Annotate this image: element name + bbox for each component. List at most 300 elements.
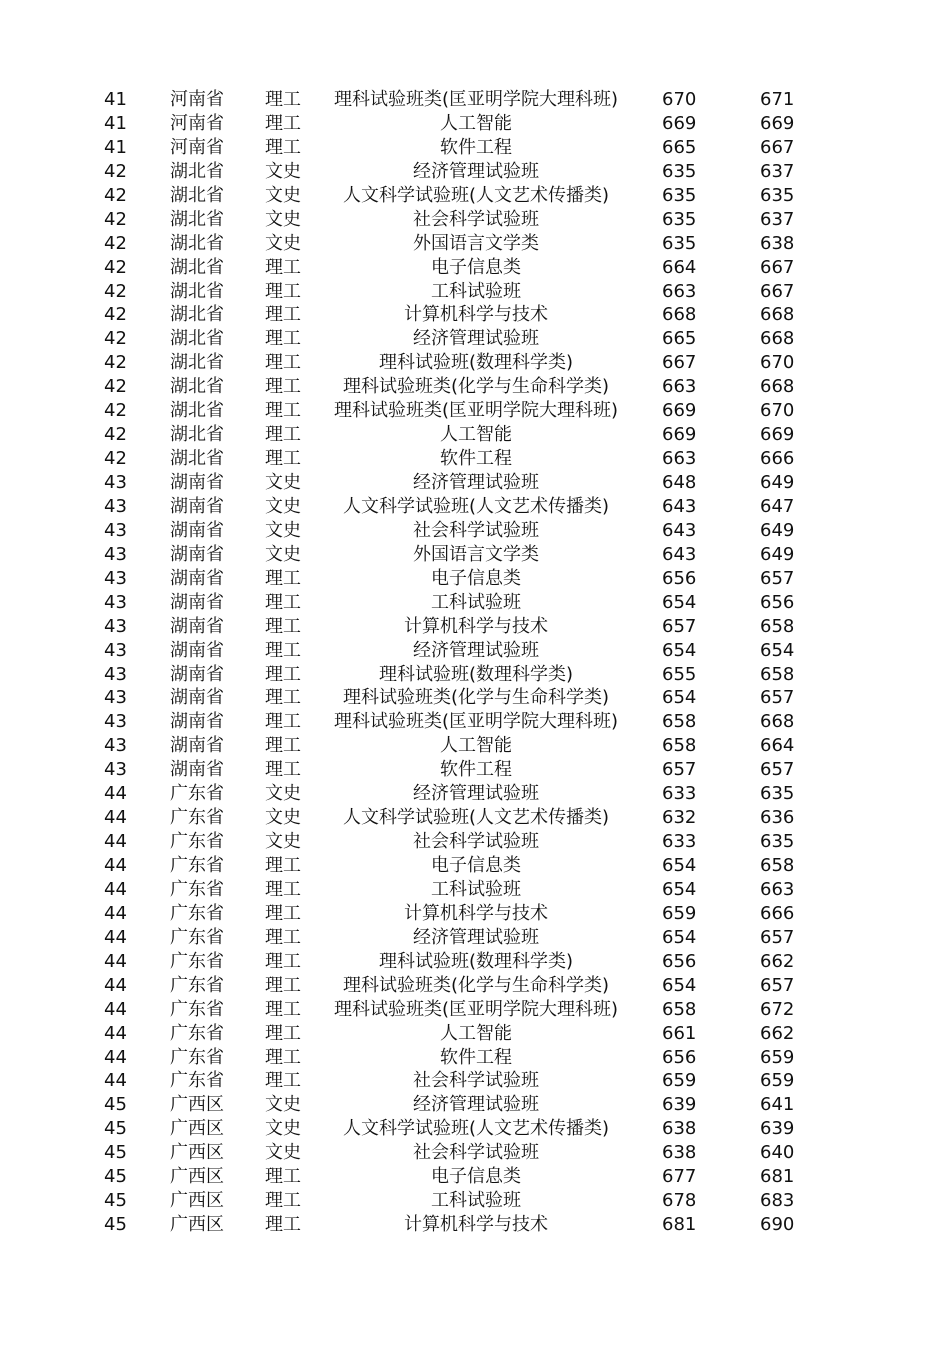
table-row	[0, 280, 950, 304]
min-score-cell: 663	[662, 448, 697, 470]
province-code-cell: 45	[104, 1094, 127, 1116]
major-cell: 工科试验班	[431, 878, 521, 900]
province-cell: 湖北省	[170, 400, 224, 422]
province-cell: 湖南省	[170, 711, 224, 733]
major-cell: 计算机科学与技术	[404, 304, 548, 326]
min-score-cell: 654	[662, 926, 697, 948]
min-score-cell: 669	[662, 112, 697, 134]
table-row	[0, 447, 950, 471]
min-score-cell: 654	[662, 591, 697, 613]
province-code-cell: 43	[104, 687, 127, 709]
max-score-cell: 637	[760, 160, 795, 182]
table-row	[0, 160, 950, 184]
subject-type-cell: 理工	[265, 711, 301, 733]
province-code-cell: 42	[104, 160, 127, 182]
subject-type-cell: 理工	[265, 424, 301, 446]
province-code-cell: 44	[104, 1070, 127, 1092]
subject-type-cell: 理工	[265, 89, 301, 110]
min-score-cell: 638	[662, 1118, 697, 1140]
province-code-cell: 44	[104, 807, 127, 829]
subject-type-cell: 文史	[265, 472, 301, 493]
table-row	[0, 112, 950, 136]
min-score-cell: 664	[662, 256, 697, 278]
min-score-cell: 665	[662, 328, 697, 350]
table-row	[0, 327, 950, 351]
subject-type-cell: 理工	[265, 974, 301, 996]
max-score-cell: 635	[760, 783, 795, 805]
province-cell: 湖北省	[170, 160, 224, 182]
min-score-cell: 648	[662, 472, 697, 493]
subject-type-cell: 理工	[265, 735, 301, 757]
province-cell: 广西区	[170, 1214, 224, 1236]
max-score-cell: 636	[760, 807, 795, 829]
province-cell: 湖南省	[170, 663, 224, 685]
subject-type-cell: 理工	[265, 304, 301, 326]
max-score-cell: 654	[760, 639, 795, 661]
province-code-cell: 43	[104, 567, 127, 589]
major-cell: 理科试验班类(匡亚明学院大理科班)	[333, 711, 619, 733]
province-code-cell: 43	[104, 519, 127, 541]
subject-type-cell: 理工	[265, 950, 301, 972]
subject-type-cell: 理工	[265, 136, 301, 158]
subject-type-cell: 文史	[265, 1142, 301, 1164]
major-cell: 理科试验班(数理科学类)	[378, 352, 574, 374]
province-code-cell: 45	[104, 1166, 127, 1188]
table-row	[0, 351, 950, 375]
max-score-cell: 668	[760, 304, 795, 326]
province-cell: 广东省	[170, 926, 224, 948]
table-row	[0, 423, 950, 447]
province-code-cell: 43	[104, 711, 127, 733]
max-score-cell: 641	[760, 1094, 795, 1116]
subject-type-cell: 理工	[265, 663, 301, 685]
subject-type-cell: 理工	[265, 855, 301, 876]
max-score-cell: 635	[760, 184, 795, 206]
min-score-cell: 668	[662, 304, 697, 326]
major-cell: 工科试验班	[431, 280, 521, 302]
province-cell: 湖南省	[170, 543, 224, 565]
province-code-cell: 44	[104, 1022, 127, 1044]
min-score-cell: 633	[662, 783, 697, 805]
subject-type-cell: 文史	[265, 1094, 301, 1116]
province-cell: 广西区	[170, 1118, 224, 1140]
major-cell: 经济管理试验班	[413, 160, 539, 182]
max-score-cell: 672	[760, 998, 795, 1020]
province-code-cell: 44	[104, 902, 127, 924]
subject-type-cell: 理工	[265, 400, 301, 422]
province-cell: 广东省	[170, 878, 224, 900]
province-cell: 广东省	[170, 1022, 224, 1044]
min-score-cell: 661	[662, 1022, 697, 1044]
province-cell: 湖北省	[170, 424, 224, 446]
province-code-cell: 44	[104, 926, 127, 948]
max-score-cell: 668	[760, 711, 795, 733]
max-score-cell: 666	[760, 448, 795, 470]
max-score-cell: 639	[760, 1118, 795, 1140]
subject-type-cell: 理工	[265, 1166, 301, 1188]
province-cell: 广东省	[170, 783, 224, 805]
major-cell: 理科试验班类(化学与生命科学类)	[342, 687, 610, 709]
subject-type-cell: 理工	[265, 926, 301, 948]
province-cell: 广东省	[170, 974, 224, 996]
province-code-cell: 42	[104, 376, 127, 398]
table-row	[0, 184, 950, 208]
table-row	[0, 758, 950, 782]
province-cell: 湖北省	[170, 328, 224, 350]
min-score-cell: 654	[662, 639, 697, 661]
min-score-cell: 657	[662, 615, 697, 637]
max-score-cell: 664	[760, 735, 795, 757]
major-cell: 理科试验班类(化学与生命科学类)	[342, 974, 610, 996]
min-score-cell: 667	[662, 352, 697, 374]
province-cell: 湖南省	[170, 759, 224, 781]
major-cell: 软件工程	[440, 136, 512, 158]
province-code-cell: 42	[104, 208, 127, 230]
max-score-cell: 656	[760, 591, 795, 613]
min-score-cell: 677	[662, 1166, 697, 1188]
province-cell: 广东省	[170, 807, 224, 829]
subject-type-cell: 理工	[265, 256, 301, 278]
min-score-cell: 669	[662, 424, 697, 446]
major-cell: 经济管理试验班	[413, 783, 539, 805]
province-cell: 河南省	[170, 136, 224, 158]
min-score-cell: 663	[662, 280, 697, 302]
table-row	[0, 519, 950, 543]
major-cell: 人文科学试验班(人文艺术传播类)	[342, 495, 610, 517]
province-cell: 广东省	[170, 855, 224, 876]
table-row	[0, 1093, 950, 1117]
subject-type-cell: 理工	[265, 376, 301, 398]
province-cell: 湖北省	[170, 256, 224, 278]
min-score-cell: 654	[662, 855, 697, 876]
subject-type-cell: 理工	[265, 1214, 301, 1236]
max-score-cell: 647	[760, 495, 795, 517]
max-score-cell: 683	[760, 1190, 795, 1212]
table-row	[0, 232, 950, 256]
province-code-cell: 44	[104, 855, 127, 876]
max-score-cell: 690	[760, 1214, 795, 1236]
major-cell: 人文科学试验班(人文艺术传播类)	[342, 184, 610, 206]
table-row	[0, 878, 950, 902]
table-row	[0, 591, 950, 615]
subject-type-cell: 理工	[265, 1046, 301, 1068]
min-score-cell: 659	[662, 902, 697, 924]
max-score-cell: 671	[760, 89, 795, 110]
province-code-cell: 42	[104, 352, 127, 374]
min-score-cell: 655	[662, 663, 697, 685]
province-cell: 湖北省	[170, 232, 224, 254]
min-score-cell: 643	[662, 495, 697, 517]
major-cell: 电子信息类	[431, 855, 521, 876]
province-cell: 广西区	[170, 1142, 224, 1164]
min-score-cell: 643	[662, 519, 697, 541]
province-cell: 湖南省	[170, 591, 224, 613]
table-row	[0, 734, 950, 758]
province-cell: 河南省	[170, 89, 224, 110]
max-score-cell: 667	[760, 256, 795, 278]
max-score-cell: 667	[760, 280, 795, 302]
province-code-cell: 45	[104, 1214, 127, 1236]
province-cell: 广西区	[170, 1166, 224, 1188]
min-score-cell: 639	[662, 1094, 697, 1116]
major-cell: 经济管理试验班	[413, 472, 539, 493]
major-cell: 外国语言文学类	[413, 232, 539, 254]
max-score-cell: 658	[760, 855, 795, 876]
major-cell: 计算机科学与技术	[404, 1214, 548, 1236]
subject-type-cell: 文史	[265, 160, 301, 182]
max-score-cell: 662	[760, 1022, 795, 1044]
major-cell: 经济管理试验班	[413, 1094, 539, 1116]
min-score-cell: 632	[662, 807, 697, 829]
province-code-cell: 42	[104, 256, 127, 278]
major-cell: 经济管理试验班	[413, 926, 539, 948]
table-row	[0, 830, 950, 854]
min-score-cell: 665	[662, 136, 697, 158]
major-cell: 软件工程	[440, 759, 512, 781]
subject-type-cell: 理工	[265, 352, 301, 374]
province-cell: 广东省	[170, 1046, 224, 1068]
table-row	[0, 998, 950, 1022]
min-score-cell: 635	[662, 184, 697, 206]
table-row	[0, 782, 950, 806]
subject-type-cell: 理工	[265, 112, 301, 134]
subject-type-cell: 文史	[265, 543, 301, 565]
subject-type-cell: 理工	[265, 687, 301, 709]
major-cell: 社会科学试验班	[413, 1070, 539, 1092]
province-cell: 湖南省	[170, 495, 224, 517]
major-cell: 软件工程	[440, 448, 512, 470]
province-cell: 广东省	[170, 831, 224, 853]
major-cell: 社会科学试验班	[413, 1142, 539, 1164]
min-score-cell: 669	[662, 400, 697, 422]
table-row	[0, 136, 950, 160]
table-row	[0, 88, 950, 112]
min-score-cell: 654	[662, 687, 697, 709]
province-cell: 湖北省	[170, 184, 224, 206]
subject-type-cell: 文史	[265, 807, 301, 829]
min-score-cell: 654	[662, 974, 697, 996]
table-row	[0, 974, 950, 998]
province-code-cell: 45	[104, 1190, 127, 1212]
major-cell: 理科试验班类(匡亚明学院大理科班)	[333, 400, 619, 422]
major-cell: 人文科学试验班(人文艺术传播类)	[342, 807, 610, 829]
subject-type-cell: 理工	[265, 567, 301, 589]
major-cell: 计算机科学与技术	[404, 902, 548, 924]
subject-type-cell: 理工	[265, 615, 301, 637]
score-table	[0, 88, 950, 1237]
table-row	[0, 806, 950, 830]
max-score-cell: 668	[760, 328, 795, 350]
table-row	[0, 1213, 950, 1237]
province-cell: 湖北省	[170, 448, 224, 470]
province-cell: 湖北省	[170, 376, 224, 398]
subject-type-cell: 文史	[265, 184, 301, 206]
major-cell: 人工智能	[440, 735, 512, 757]
subject-type-cell: 文史	[265, 831, 301, 853]
province-code-cell: 42	[104, 448, 127, 470]
table-row	[0, 926, 950, 950]
min-score-cell: 681	[662, 1214, 697, 1236]
subject-type-cell: 文史	[265, 208, 301, 230]
max-score-cell: 659	[760, 1046, 795, 1068]
max-score-cell: 662	[760, 950, 795, 972]
major-cell: 工科试验班	[431, 1190, 521, 1212]
subject-type-cell: 理工	[265, 1190, 301, 1212]
max-score-cell: 670	[760, 352, 795, 374]
subject-type-cell: 理工	[265, 591, 301, 613]
major-cell: 社会科学试验班	[413, 208, 539, 230]
max-score-cell: 657	[760, 567, 795, 589]
table-row	[0, 686, 950, 710]
subject-type-cell: 理工	[265, 759, 301, 781]
table-row	[0, 639, 950, 663]
min-score-cell: 670	[662, 89, 697, 110]
table-row	[0, 1046, 950, 1070]
province-code-cell: 44	[104, 831, 127, 853]
table-row	[0, 399, 950, 423]
major-cell: 经济管理试验班	[413, 328, 539, 350]
max-score-cell: 640	[760, 1142, 795, 1164]
province-cell: 湖南省	[170, 687, 224, 709]
table-row	[0, 854, 950, 878]
max-score-cell: 663	[760, 878, 795, 900]
province-code-cell: 41	[104, 112, 127, 134]
province-code-cell: 43	[104, 759, 127, 781]
province-cell: 湖南省	[170, 639, 224, 661]
major-cell: 工科试验班	[431, 591, 521, 613]
max-score-cell: 635	[760, 831, 795, 853]
province-cell: 广东省	[170, 950, 224, 972]
subject-type-cell: 文史	[265, 232, 301, 254]
max-score-cell: 657	[760, 687, 795, 709]
max-score-cell: 649	[760, 472, 795, 493]
subject-type-cell: 文史	[265, 1118, 301, 1140]
province-cell: 湖南省	[170, 615, 224, 637]
table-row	[0, 471, 950, 495]
max-score-cell: 658	[760, 615, 795, 637]
subject-type-cell: 理工	[265, 1070, 301, 1092]
province-code-cell: 43	[104, 639, 127, 661]
subject-type-cell: 文史	[265, 783, 301, 805]
province-cell: 湖北省	[170, 304, 224, 326]
table-row	[0, 615, 950, 639]
min-score-cell: 654	[662, 878, 697, 900]
table-row	[0, 950, 950, 974]
table-row	[0, 375, 950, 399]
subject-type-cell: 文史	[265, 519, 301, 541]
province-code-cell: 44	[104, 1046, 127, 1068]
province-code-cell: 43	[104, 472, 127, 493]
province-code-cell: 44	[104, 878, 127, 900]
min-score-cell: 657	[662, 759, 697, 781]
province-cell: 河南省	[170, 112, 224, 134]
table-row	[0, 208, 950, 232]
province-code-cell: 43	[104, 615, 127, 637]
province-code-cell: 42	[104, 304, 127, 326]
max-score-cell: 657	[760, 974, 795, 996]
province-code-cell: 43	[104, 663, 127, 685]
table-row	[0, 1141, 950, 1165]
max-score-cell: 670	[760, 400, 795, 422]
province-cell: 湖北省	[170, 208, 224, 230]
province-cell: 湖南省	[170, 472, 224, 493]
table-row	[0, 1069, 950, 1093]
subject-type-cell: 文史	[265, 495, 301, 517]
max-score-cell: 668	[760, 376, 795, 398]
major-cell: 人工智能	[440, 1022, 512, 1044]
table-row	[0, 495, 950, 519]
subject-type-cell: 理工	[265, 1022, 301, 1044]
table-row	[0, 256, 950, 280]
province-cell: 广东省	[170, 902, 224, 924]
province-cell: 广东省	[170, 998, 224, 1020]
min-score-cell: 659	[662, 1070, 697, 1092]
max-score-cell: 666	[760, 902, 795, 924]
subject-type-cell: 理工	[265, 280, 301, 302]
province-code-cell: 44	[104, 998, 127, 1020]
major-cell: 理科试验班类(化学与生命科学类)	[342, 376, 610, 398]
max-score-cell: 658	[760, 663, 795, 685]
max-score-cell: 638	[760, 232, 795, 254]
max-score-cell: 659	[760, 1070, 795, 1092]
province-code-cell: 44	[104, 783, 127, 805]
min-score-cell: 678	[662, 1190, 697, 1212]
table-row	[0, 902, 950, 926]
max-score-cell: 669	[760, 424, 795, 446]
province-code-cell: 42	[104, 280, 127, 302]
major-cell: 理科试验班类(匡亚明学院大理科班)	[333, 998, 619, 1020]
province-code-cell: 42	[104, 400, 127, 422]
max-score-cell: 667	[760, 136, 795, 158]
min-score-cell: 658	[662, 735, 697, 757]
major-cell: 电子信息类	[431, 567, 521, 589]
major-cell: 人文科学试验班(人文艺术传播类)	[342, 1118, 610, 1140]
major-cell: 社会科学试验班	[413, 519, 539, 541]
min-score-cell: 643	[662, 543, 697, 565]
province-cell: 湖北省	[170, 352, 224, 374]
table-row	[0, 710, 950, 734]
province-code-cell: 41	[104, 136, 127, 158]
province-code-cell: 42	[104, 184, 127, 206]
min-score-cell: 656	[662, 1046, 697, 1068]
province-code-cell: 43	[104, 543, 127, 565]
province-cell: 广东省	[170, 1070, 224, 1092]
province-code-cell: 44	[104, 950, 127, 972]
table-row	[0, 1165, 950, 1189]
province-code-cell: 44	[104, 974, 127, 996]
province-code-cell: 42	[104, 232, 127, 254]
province-code-cell: 43	[104, 495, 127, 517]
major-cell: 软件工程	[440, 1046, 512, 1068]
province-cell: 广西区	[170, 1190, 224, 1212]
subject-type-cell: 理工	[265, 902, 301, 924]
max-score-cell: 657	[760, 759, 795, 781]
max-score-cell: 649	[760, 519, 795, 541]
table-row	[0, 567, 950, 591]
min-score-cell: 658	[662, 998, 697, 1020]
province-cell: 广西区	[170, 1094, 224, 1116]
table-row	[0, 1189, 950, 1213]
subject-type-cell: 理工	[265, 998, 301, 1020]
province-code-cell: 45	[104, 1118, 127, 1140]
table-row	[0, 543, 950, 567]
max-score-cell: 669	[760, 112, 795, 134]
min-score-cell: 656	[662, 950, 697, 972]
major-cell: 理科试验班类(匡亚明学院大理科班)	[333, 89, 619, 110]
major-cell: 人工智能	[440, 424, 512, 446]
province-code-cell: 41	[104, 89, 127, 110]
max-score-cell: 649	[760, 543, 795, 565]
